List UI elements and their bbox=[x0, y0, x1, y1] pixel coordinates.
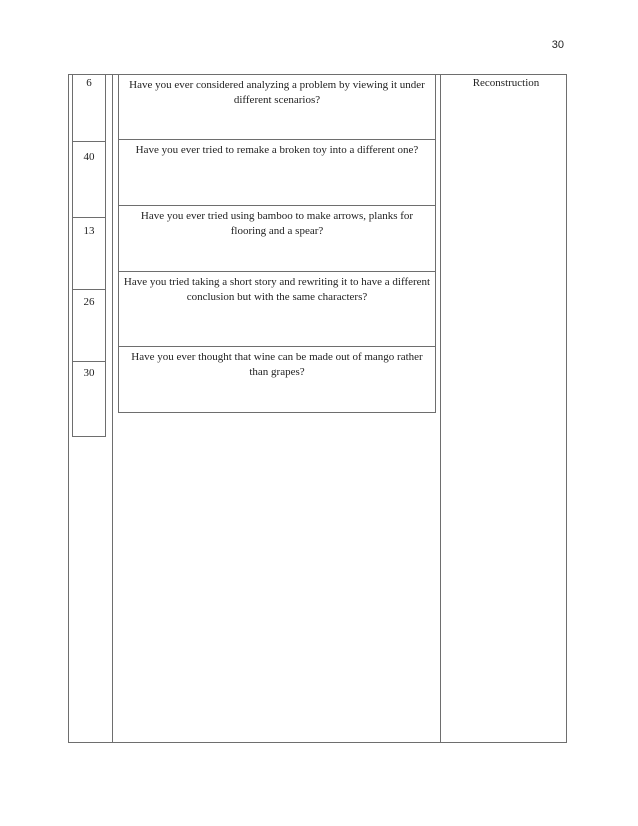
question-column bbox=[118, 75, 436, 413]
item-number: 13 bbox=[83, 225, 95, 237]
item-number-cell bbox=[73, 289, 105, 361]
item-number-column bbox=[72, 75, 106, 437]
page-number: 30 bbox=[551, 39, 564, 51]
item-number-cell bbox=[73, 217, 105, 289]
question-text: Have you ever considered analyzing a problem by viewing it under different scenarios? bbox=[129, 79, 425, 106]
item-number-cell bbox=[73, 361, 105, 436]
question-cell bbox=[119, 139, 435, 205]
item-number: 26 bbox=[83, 296, 95, 308]
item-number-cell bbox=[73, 141, 105, 217]
question-text: Have you ever thought that wine can be made out of mango rather than grapes? bbox=[131, 351, 423, 378]
item-number: 6 bbox=[86, 77, 92, 89]
question-cell bbox=[119, 271, 435, 346]
question-text: Have you ever tried using bamboo to make arrows, planks for flooring and a spear? bbox=[140, 210, 414, 237]
question-cell bbox=[119, 346, 435, 412]
question-cell bbox=[119, 75, 435, 139]
question-text: Have you ever tried to remake a broken toy into a different one? bbox=[135, 144, 419, 156]
item-number-cell bbox=[73, 75, 105, 141]
column-divider bbox=[112, 75, 113, 742]
question-text: Have you tried taking a short story and rewriting it to have a different conclusion but with the same characters? bbox=[123, 276, 431, 303]
column-divider bbox=[440, 75, 441, 742]
stage-label: Reconstruction bbox=[472, 77, 540, 89]
item-table bbox=[68, 74, 567, 743]
question-cell bbox=[119, 205, 435, 271]
item-number: 30 bbox=[83, 367, 95, 379]
item-number: 40 bbox=[83, 151, 95, 163]
